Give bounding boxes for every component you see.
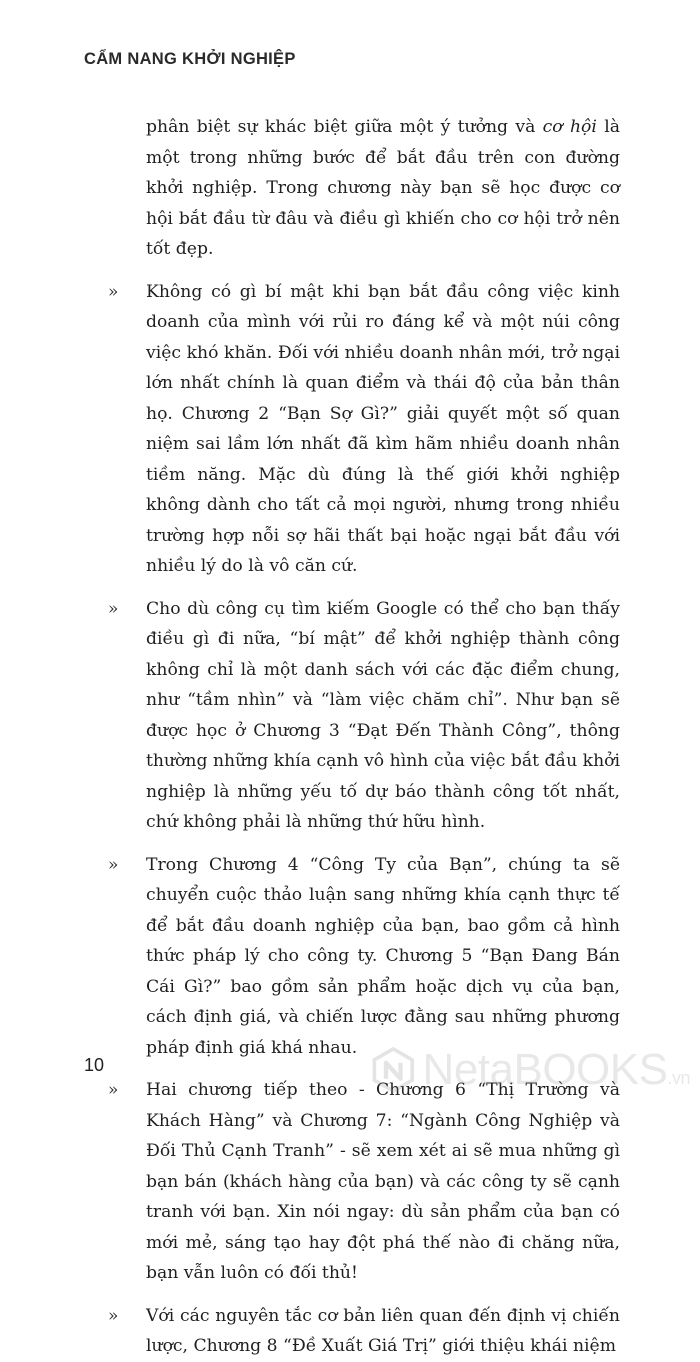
intro-text-start: phân biệt sự khác biệt giữa một ý tưởng và <box>146 117 543 137</box>
bullet-marker-icon: » <box>108 598 119 619</box>
page-body <box>108 112 620 1362</box>
bullet-text: Cho dù công cụ tìm kiếm Google có thể cho bạn thấy điều gì đi nữa, “bí mật” để khởi nghiệp thành công không chỉ là một danh sách với các đặc điểm chung, như “tầm nhìn” và “làm việc chăm chỉ”. Như bạn sẽ được học ở Chương 3 “Đạt Đến Thành Công”, thông thường những khía cạnh vô hình của việc bắt đầu khởi nghiệp là những yếu tố dự báo thành công tốt nhất, chứ không phải là những thứ hữu hình. <box>146 598 620 832</box>
bullet-text: Hai chương tiếp theo - Chương 6 “Thị Trường và Khách Hàng” và Chương 7: “Ngành Công Nghiệp và Đối Thủ Cạnh Tranh” - sẽ xem xét ai sẽ mua những gì bạn bán (khách hàng của bạn) và các công ty sẽ cạnh tranh với bạn. Xin nói ngay: dù sản phẩm của bạn có mới mẻ, sáng tạo hay đột phá thế nào đi chăng nữa, bạn vẫn luôn có đối thủ! <box>146 1080 620 1283</box>
netabooks-logo-icon <box>370 1038 417 1102</box>
bullet-item <box>108 594 620 838</box>
intro-emphasis: cơ hội <box>542 117 597 137</box>
watermark-suffix: .vn <box>667 1068 690 1088</box>
intro-paragraph <box>146 112 620 265</box>
bullet-text: Trong Chương 4 “Công Ty của Bạn”, chúng ta sẽ chuyển cuộc thảo luận sang những khía cạnh thực tế để bắt đầu doanh nghiệp của bạn, bao gồm cả hình thức pháp lý cho công ty. Chương 5 “Bạn Đang Bán Cái Gì?” bao gồm sản phẩm hoặc dịch vụ của bạn, cách định giá, và chiến lược đằng sau những phương pháp định giá khá nhau. <box>146 854 620 1058</box>
page-number: 10 <box>84 1055 105 1075</box>
intro-text-end: là một trong những bước để bắt đầu trên con đường khởi nghiệp. Trong chương này bạn sẽ học được cơ hội bắt đầu từ đâu và điều gì khiến cho cơ hội trở nên tốt đẹp. <box>146 117 620 259</box>
bullet-marker-icon: » <box>108 1080 119 1100</box>
bullet-marker-icon: » <box>108 281 119 302</box>
watermark-text <box>423 1045 690 1095</box>
running-header: CẨM NANG KHỞI NGHIỆP <box>84 50 296 68</box>
bullet-marker-icon: » <box>108 854 119 875</box>
bullet-marker-icon: » <box>108 1305 119 1326</box>
bullet-text: Không có gì bí mật khi bạn bắt đầu công việc kinh doanh của mình với rủi ro đáng kể và một núi công việc khó khăn. Đối với nhiều doanh nhân mới, trở ngại lớn nhất chính là quan điểm và thái độ của bản thân họ. Chương 2 “Bạn Sợ Gì?” giải quyết một số quan niệm sai lầm lớn nhất đã kìm hãm nhiều doanh nhân tiềm năng. Mặc dù đúng là thế giới khởi nghiệp không dành cho tất cả mọi người, nhưng trong nhiều trường hợp nỗi sợ hãi thất bại hoặc ngại bắt đầu với nhiều lý do là vô căn cứ. <box>146 281 620 576</box>
watermark <box>370 1030 690 1110</box>
bullet-text: Với các nguyên tắc cơ bản liên quan đến định vị chiến lược, Chương 8 “Đề Xuất Giá Trị” giới thiệu khái niệm <box>146 1305 620 1356</box>
bullet-item <box>108 1301 620 1362</box>
watermark-brand: NetaBOOKS <box>422 1045 668 1094</box>
bullet-item <box>108 277 620 582</box>
